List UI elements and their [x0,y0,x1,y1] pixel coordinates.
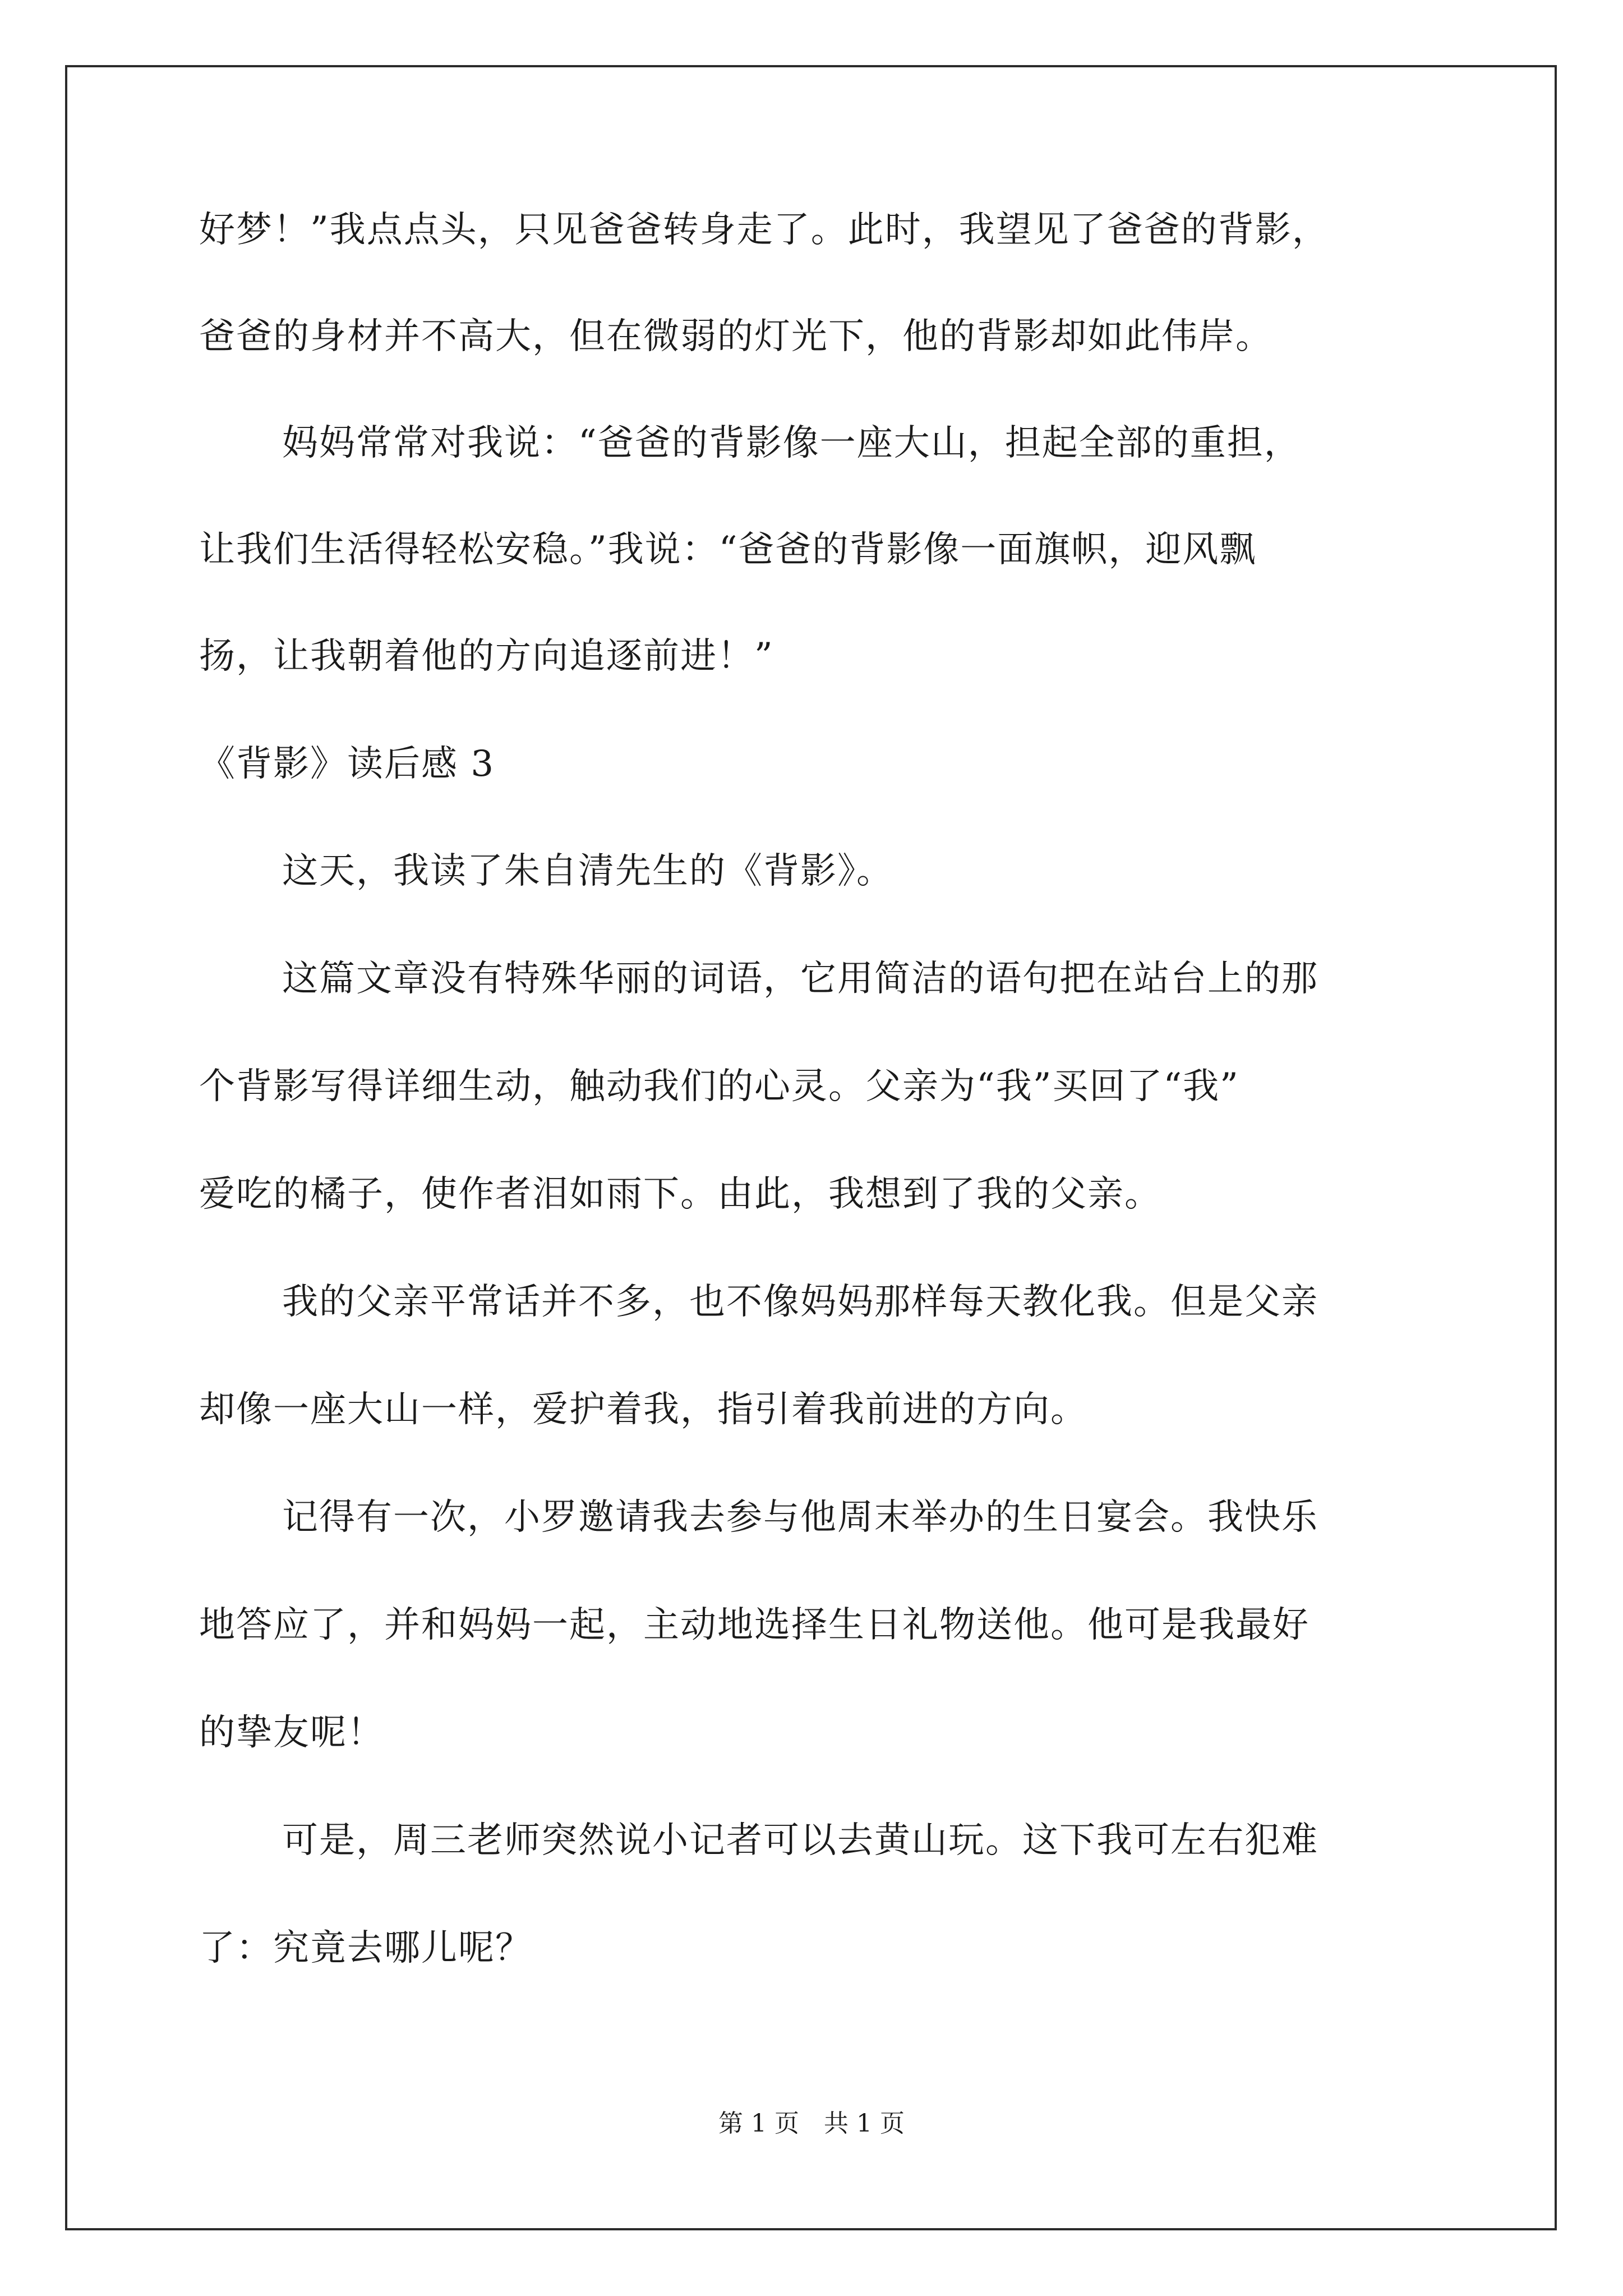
text-line: 记得有一次，小罗邀请我去参与他周末举办的生日宴会。我快乐 [282,1497,1318,1538]
section-heading: 《背影》读后感 3 [199,743,495,785]
text-line: 这天，我读了朱自清先生的《背影》。 [282,850,893,892]
text-line: 好梦！”我点点头，只见爸爸转身走了。此时，我望见了爸爸的背影， [199,209,1329,251]
text-line: 可是，周三老师突然说小记者可以去黄山玩。这下我可左右犯难 [282,1820,1318,1861]
text-line: 地答应了，并和妈妈一起，主动地选择生日礼物送他。他可是我最好 [199,1604,1310,1646]
text-line: 爱吃的橘子，使作者泪如雨下。由此，我想到了我的父亲。 [199,1174,1161,1215]
text-line: 个背影写得详细生动，触动我们的心灵。父亲为“我”买回了“我” [199,1066,1239,1107]
text-line: 妈妈常常对我说：“爸爸的背影像一座大山，担起全部的重担， [282,422,1301,464]
text-line: 了：究竟去哪儿呢？ [199,1927,532,1969]
page-number-footer: 第 1 页 共 1 页 [718,2109,905,2138]
text-line: 这篇文章没有特殊华丽的词语，它用简洁的语句把在站台上的那 [282,958,1318,1000]
text-line: 爸爸的身材并不高大，但在微弱的灯光下，他的背影却如此伟岸。 [199,316,1272,357]
text-line: 却像一座大山一样，爱护着我，指引着我前进的方向。 [199,1389,1087,1430]
page-border [65,65,1557,2230]
text-line: 的挚友呢！ [199,1712,384,1754]
text-line: 扬，让我朝着他的方向追逐前进！” [199,636,774,677]
text-line: 让我们生活得轻松安稳。”我说：“爸爸的背影像一面旗帜，迎风飘 [199,529,1257,570]
text-line: 我的父亲平常话并不多，也不像妈妈那样每天教化我。但是父亲 [282,1281,1318,1323]
